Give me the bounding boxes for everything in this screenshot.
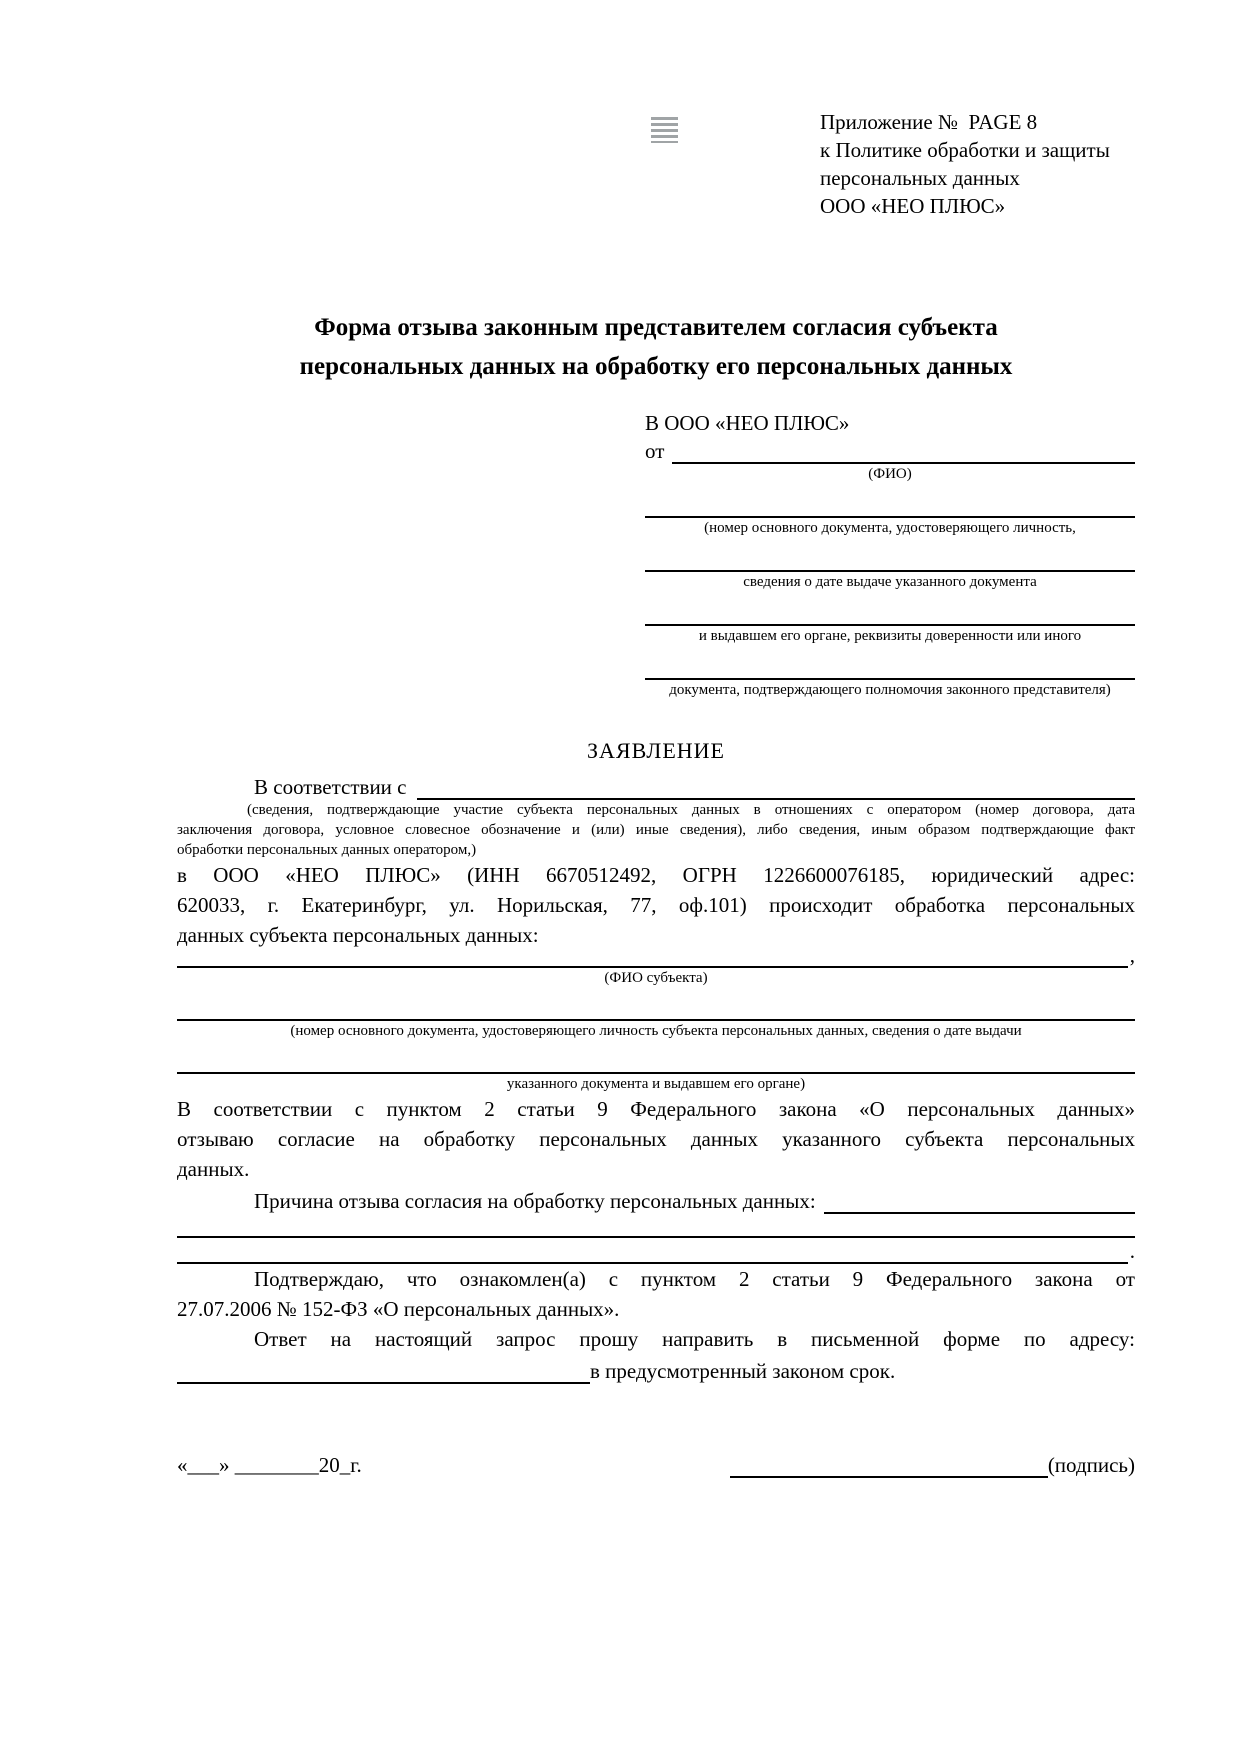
- statement-heading: ЗАЯВЛЕНИЕ: [587, 738, 725, 763]
- reason-blank-line-3: [177, 1238, 1128, 1264]
- issuing-authority-caption: и выдавшем его органе, реквизиты доверенности или иного: [698, 628, 1082, 644]
- policy-reference-line: к Политике обработки и защиты: [820, 138, 1110, 162]
- operator-paragraph-line-3: данных субъекта персональных данных:: [177, 923, 539, 947]
- doc-number-caption: (номер основного документа, удостоверяющего личность,: [704, 520, 1076, 536]
- withdrawal-paragraph-line-2: отзываю согласие на обработку персональных данных указанного субъекта персональных: [177, 1127, 1135, 1151]
- document-content: [177, 0, 1135, 1478]
- company-name-line: ООО «НЕО ПЛЮС»: [820, 194, 1006, 218]
- note-line-3: обработки персональных данных оператором,): [177, 842, 477, 858]
- date-line: «___» ________20_г.: [177, 1453, 362, 1477]
- title-line-2: персональных данных на обработку его персональных данных: [299, 353, 1013, 380]
- issue-date-caption: сведения о дате выдаче указанного документа: [743, 574, 1037, 590]
- reply-address-row: [177, 1354, 1135, 1384]
- subject-doc-caption-2: указанного документа и выдавшем его органе): [506, 1076, 806, 1092]
- reply-tail-text: в предусмотренный законом срок.: [590, 1359, 896, 1383]
- subject-fio-blank-line: [177, 950, 1128, 968]
- withdrawal-paragraph-line-3: данных.: [177, 1157, 250, 1181]
- issuing-authority-blank-line: [645, 597, 1135, 626]
- issue-date-blank-line: [645, 543, 1135, 572]
- note-line-1: (сведения, подтверждающие участие субъекта персональных данных в отношениях с оператором (номер договора, дата: [247, 802, 1135, 818]
- policy-reference-line-2: персональных данных: [820, 166, 1020, 190]
- addressee-block: [645, 408, 1135, 700]
- reason-line-period: .: [1129, 1239, 1135, 1263]
- subject-doc-blank-line-2: [177, 1046, 1135, 1074]
- representative-authority-blank-line: [645, 651, 1135, 680]
- relationship-note: [177, 800, 1135, 860]
- fio-caption: (ФИО): [868, 466, 912, 482]
- subject-line-comma: ,: [1129, 943, 1135, 967]
- reply-paragraph-line-1: Ответ на настоящий запрос прошу направить в письменной форме по адресу:: [254, 1327, 1135, 1351]
- reason-blank-line-2: [177, 1214, 1135, 1238]
- reason-row: [177, 1184, 1135, 1214]
- page-title: [177, 308, 1135, 386]
- signature-footer: [177, 1448, 1135, 1478]
- doc-number-blank-line: [645, 489, 1135, 518]
- confirmation-paragraph-line-1: Подтверждаю, что ознакомлен(а) с пунктом 2 статьи 9 Федерального закона от: [254, 1267, 1135, 1291]
- reason-blank-row-3: [177, 1238, 1135, 1264]
- operator-paragraph-line-1: в ООО «НЕО ПЛЮС» (ИНН 6670512492, ОГРН 1226600076185, юридический адрес:: [177, 863, 1135, 887]
- subject-doc-caption-1: (номер основного документа, удостоверяющего личность субъекта персональных данных, сведения о дате выдачи: [290, 1023, 1022, 1039]
- subject-fio-caption: (ФИО субъекта): [604, 970, 708, 986]
- title-line-1: Форма отзыва законным представителем согласия субъекта: [314, 314, 998, 341]
- signature-area: [730, 1453, 1135, 1478]
- from-row: [645, 438, 1135, 464]
- address-blank-line: [177, 1354, 590, 1384]
- operator-paragraph-line-2: 620033, г. Екатеринбург, ул. Норильская, 77, оф.101) происходит обработка персональных: [177, 893, 1135, 917]
- accordance-blank-line: [417, 776, 1136, 800]
- note-line-2: заключения договора, условное словесное обозначение и (или) иные сведения), либо сведения, иным образом подтверждающие факт: [177, 822, 1135, 838]
- signature-caption: (подпись): [1047, 1453, 1135, 1477]
- withdrawal-paragraph-line-1: В соответствии с пунктом 2 статьи 9 Федерального закона «О персональных данных»: [177, 1097, 1135, 1121]
- addressee-company: В ООО «НЕО ПЛЮС»: [645, 411, 850, 435]
- subject-doc-blank-line-1: [177, 993, 1135, 1021]
- appendix-header-block: [820, 108, 1135, 220]
- representative-authority-caption: документа, подтверждающего полномочия законного представителя): [669, 682, 1111, 698]
- accordance-row: [177, 776, 1135, 800]
- appendix-number-line: Приложение № PAGE 8: [820, 110, 1038, 134]
- signature-blank-line: [730, 1453, 1048, 1478]
- subject-fio-row: [177, 943, 1135, 968]
- from-label: от: [645, 439, 665, 463]
- confirmation-paragraph-line-2: 27.07.2006 № 152-ФЗ «О персональных данных».: [177, 1297, 620, 1321]
- fio-blank-line: [672, 438, 1135, 464]
- accordance-label: В соответствии с: [254, 775, 407, 799]
- reason-blank-line: [824, 1184, 1135, 1214]
- reason-label: Причина отзыва согласия на обработку персональных данных:: [254, 1189, 816, 1213]
